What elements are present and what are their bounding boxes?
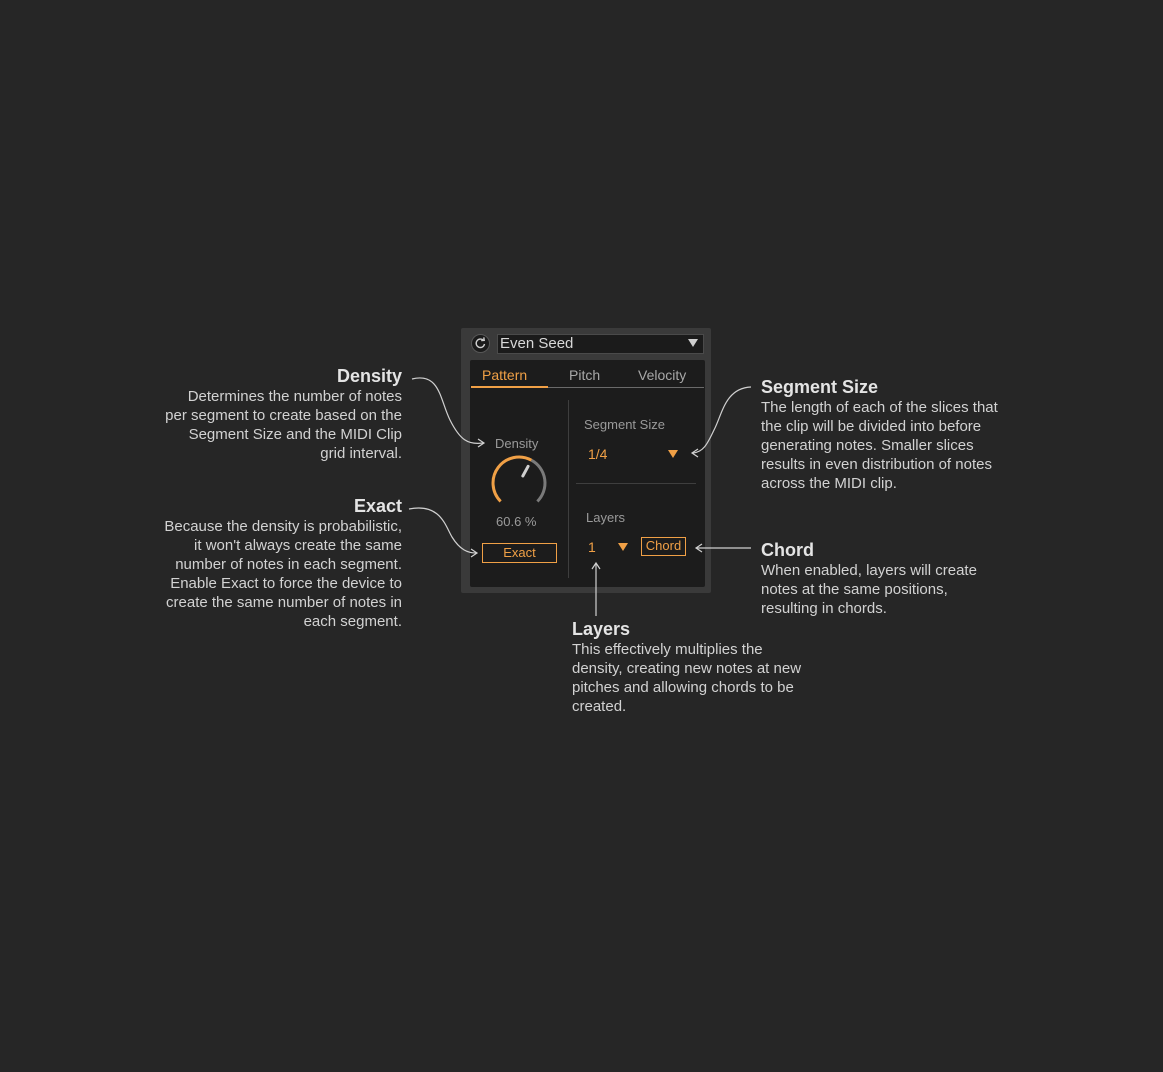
layers-annotation-title: Layers <box>572 619 631 639</box>
tab-pitch[interactable]: Pitch <box>569 367 601 383</box>
layers-value[interactable]: 1 <box>588 539 596 555</box>
chord-annotation-body: When enabled, layers will create notes at the same positions, resulting in chords. <box>761 562 977 617</box>
density-annotation-body: Determines the number of notes per segment to create based on the Segment Size and the MIDI Clip grid interval. <box>165 388 402 462</box>
exact-toggle[interactable]: Exact <box>482 543 557 563</box>
density-label: Density <box>495 436 539 451</box>
exact-connector <box>409 508 476 553</box>
tab-pattern[interactable]: Pattern <box>482 367 528 383</box>
chord-toggle[interactable]: Chord <box>641 537 686 556</box>
segment-size-connector <box>693 387 751 453</box>
layers-label: Layers <box>586 510 626 525</box>
segment-size-annotation-title: Segment Size <box>761 377 879 397</box>
chord-annotation-title: Chord <box>761 540 814 560</box>
preset-name: Even Seed <box>500 335 574 352</box>
layers-annotation-body: This effectively multiplies the density, creating new notes at new pitches and allowing chords to be created. <box>572 641 802 715</box>
segment-size-annotation-body: The length of each of the slices that the clip will be divided into before generating notes. Smaller slices results in even distribution of notes across the MIDI clip. <box>761 399 998 492</box>
tab-velocity[interactable]: Velocity <box>638 367 687 383</box>
density-connector <box>412 378 483 444</box>
density-value: 60.6 % <box>496 514 537 529</box>
density-annotation-title: Density <box>336 366 402 386</box>
segment-size-value[interactable]: 1/4 <box>588 446 608 462</box>
exact-annotation-title: Exact <box>353 496 402 516</box>
exact-annotation-body: Because the density is probabilistic, it won't always create the same number of notes in each segment. Enable Exact to force the device to create the same number of notes in each segment. <box>164 518 402 630</box>
segment-size-label: Segment Size <box>584 417 665 432</box>
